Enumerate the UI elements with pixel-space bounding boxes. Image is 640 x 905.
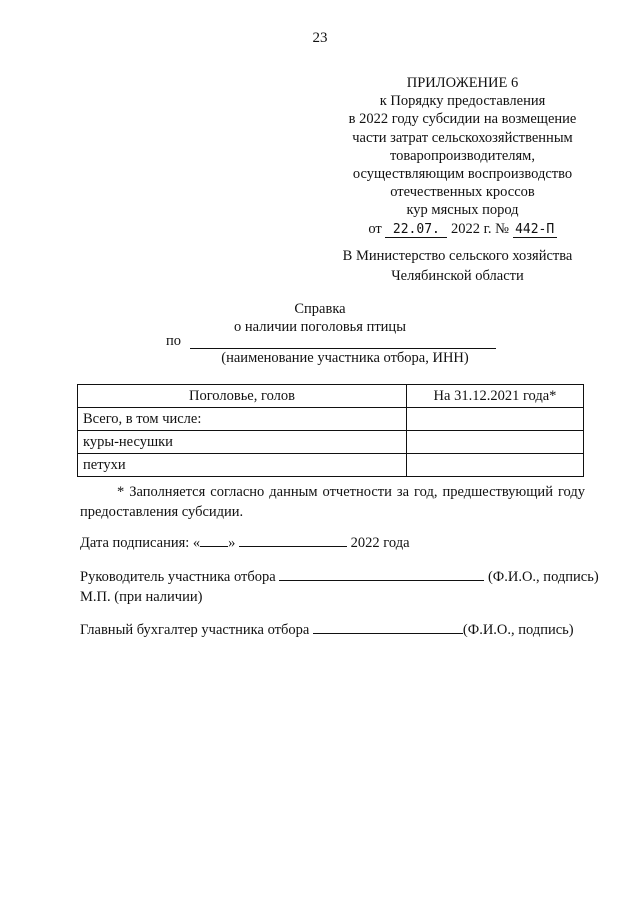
close-quote: » [228, 535, 236, 551]
addressee [320, 246, 595, 286]
annex-line: части затрат сельскохозяйственным [352, 129, 573, 146]
title-line: Справка [294, 301, 346, 317]
livestock-table [77, 384, 584, 477]
annex-block [335, 74, 590, 238]
table-cell: куры-несушки [78, 431, 407, 454]
table-cell: петухи [78, 454, 407, 477]
head-signature [80, 567, 599, 607]
stamp-note: М.П. (при наличии) [80, 589, 203, 605]
annex-line: в 2022 году субсидии на возмещение [348, 111, 577, 128]
table-row [78, 431, 584, 454]
table-row [78, 454, 584, 477]
annex-date-line [335, 220, 590, 238]
month-fill-line [239, 533, 347, 547]
handwritten-date: 22.07. [385, 222, 447, 238]
participant-fill-line [190, 348, 496, 349]
footnote [80, 482, 585, 522]
page-number: 23 [312, 30, 328, 46]
table-cell: Всего, в том числе: [78, 408, 407, 431]
handwritten-number: 442-П [513, 222, 557, 238]
accountant-signature [80, 620, 574, 639]
table-header: На 31.12.2021 года* [407, 385, 584, 408]
annex-line: отечественных кроссов [390, 184, 535, 201]
document-title [0, 300, 640, 336]
table-cell [407, 454, 584, 477]
po-label: по [166, 333, 182, 349]
head-suffix: (Ф.И.О., подпись) [487, 569, 599, 585]
accountant-fill-line [313, 620, 463, 634]
table-header-row [78, 385, 584, 408]
head-fill-line [279, 567, 484, 581]
annex-line: товаропроизводителям, [390, 147, 535, 164]
table-cell [407, 408, 584, 431]
annex-heading: ПРИЛОЖЕНИЕ 6 [406, 75, 519, 91]
addressee-line: В Министерство сельского хозяйства [342, 248, 573, 264]
annex-line: к Порядку предоставления [379, 93, 546, 110]
accountant-suffix: (Ф.И.О., подпись) [462, 622, 574, 638]
table-row [78, 408, 584, 431]
title-line: о наличии поголовья птицы [234, 319, 406, 335]
signing-date-line [80, 533, 410, 552]
signing-label: Дата подписания: « [80, 535, 201, 551]
head-label: Руководитель участника отбора [80, 569, 276, 585]
addressee-line: Челябинской области [391, 268, 524, 284]
table-cell [407, 431, 584, 454]
day-fill-line [200, 533, 228, 547]
participant-hint: (наименование участника отбора, ИНН) [221, 350, 469, 366]
annex-line: кур мясных пород [406, 202, 519, 219]
participant-line [166, 333, 496, 351]
signing-year: 2022 года [350, 535, 410, 551]
year-text: 2022 г. № [451, 220, 510, 237]
date-prefix: от [368, 220, 382, 237]
accountant-label: Главный бухгалтер участника отбора [80, 622, 310, 638]
table-header: Поголовье, голов [78, 385, 407, 408]
annex-line: осуществляющим воспроизводство [352, 166, 573, 183]
footnote-text: * Заполняется согласно данным отчетности за год, предшествующий году предоставления субсидии. [80, 484, 585, 520]
